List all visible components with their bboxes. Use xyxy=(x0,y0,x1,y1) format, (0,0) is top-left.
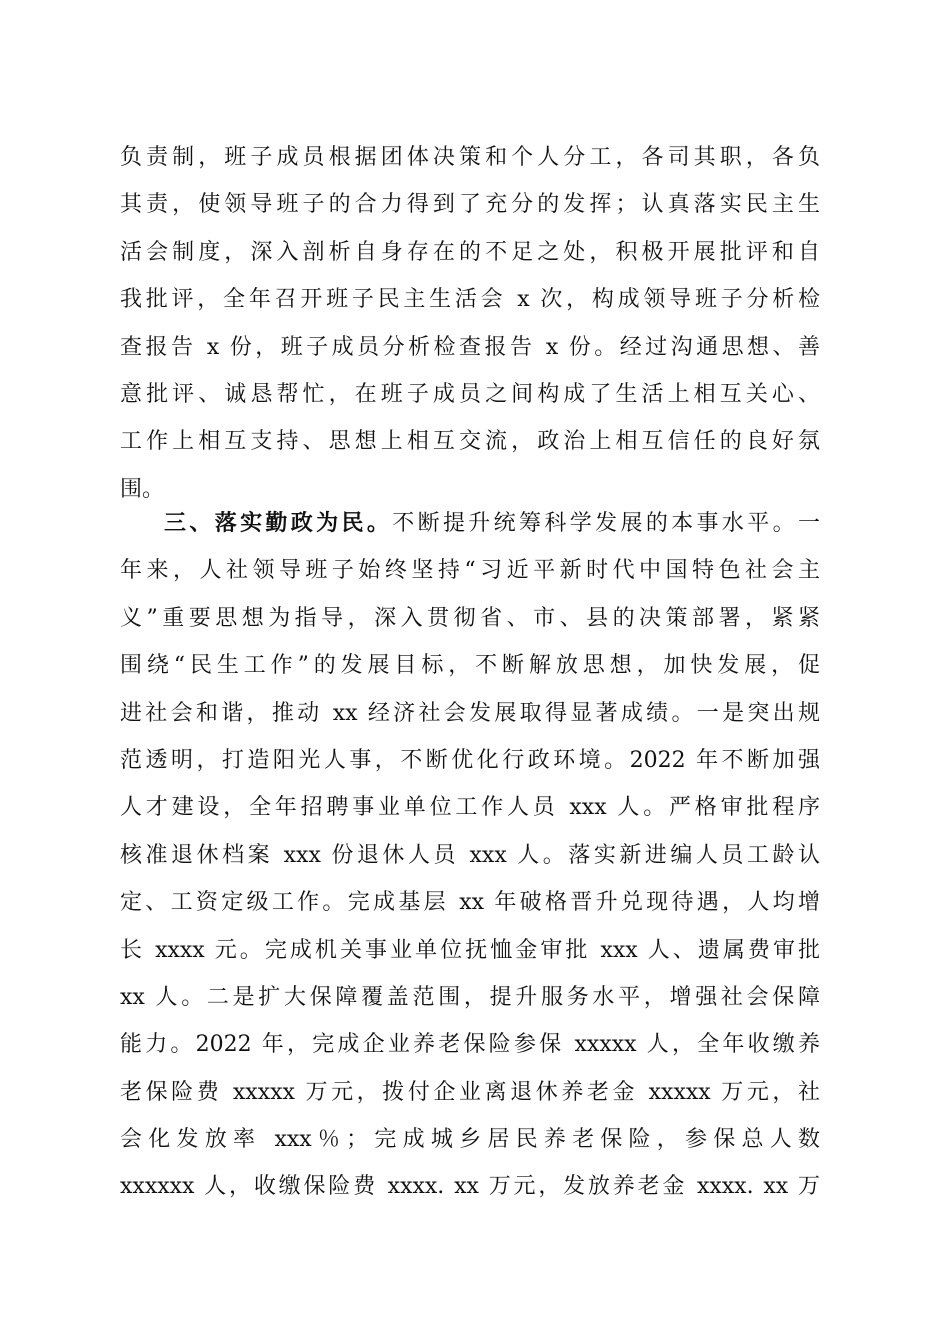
paragraph-2-line: xx 人。二是扩大保障覆盖范围，提升服务水平，增强社会保障 xyxy=(120,984,820,1010)
paragraph-1-line: 意批评、诚恳帮忙，在班子成员之间构成了生活上相互关心、 xyxy=(120,381,820,407)
paragraph-2-line: 进社会和谐，推动 xx 经济社会发展取得显著成绩。一是突出规 xyxy=(120,700,820,726)
paragraph-2-line: 义”重要思想为指导，深入贯彻省、市、县的决策部署，紧紧 xyxy=(120,605,820,631)
paragraph-2-line: xxxxxx 人，收缴保险费 xxxx. xx 万元，发放养老金 xxxx. xx 万 xyxy=(120,1174,820,1200)
paragraph-2-line: 范透明，打造阳光人事，不断优化行政环境。2022 年不断加强 xyxy=(120,747,820,773)
paragraph-1-line: 其责，使领导班子的合力得到了充分的发挥；认真落实民主生 xyxy=(120,192,820,218)
paragraph-2-line: 老保险费 xxxxx 万元，拨付企业离退休养老金 xxxxx 万元，社 xyxy=(120,1079,820,1105)
paragraph-2-first-line xyxy=(120,500,820,547)
paragraph-1-line: 活会制度，深入剖析自身存在的不足之处，积极开展批评和自 xyxy=(120,239,820,265)
paragraph-2-line: 会化发放率 xxx％；完成城乡居民养老保险，参保总人数 xyxy=(120,1127,820,1153)
paragraph-1-line: 查报告 x 份，班子成员分析检查报告 x 份。经过沟通思想、善 xyxy=(120,334,820,360)
paragraph-2-line: 能力。2022 年，完成企业养老保险参保 xxxxx 人，全年收缴养 xyxy=(120,1032,820,1058)
paragraph-2-first-line-text: 不断提升统筹科学发展的本事水平。一 xyxy=(392,511,820,536)
paragraph-2 xyxy=(120,500,820,1211)
paragraph-1-line: 我批评，全年召开班子民主生活会 x 次，构成领导班子分析检 xyxy=(120,287,820,313)
paragraph-2-line: 定、工资定级工作。完成基层 xx 年破格晋升兑现待遇，人均增 xyxy=(120,890,820,916)
paragraph-2-line: 年来，人社领导班子始终坚持“习近平新时代中国特色社会主 xyxy=(120,558,820,584)
paragraph-2-line: 人才建设，全年招聘事业单位工作人员 xxx 人。严格审批程序 xyxy=(120,795,820,821)
paragraph-1-line: 工作上相互支持、思想上相互交流，政治上相互信任的良好氛 xyxy=(120,429,820,455)
paragraph-2-line: 长 xxxx 元。完成机关事业单位抚恤金审批 xxx 人、遗属费审批 xyxy=(120,937,820,963)
paragraph-1 xyxy=(120,134,820,513)
paragraph-2-line: 围绕“民生工作”的发展目标，不断解放思想，加快发展，促 xyxy=(120,653,820,679)
section-heading: 三、落实勤政为民。 xyxy=(164,510,393,536)
paragraph-1-line: 负责制，班子成员根据团体决策和个人分工，各司其职，各负 xyxy=(120,145,820,170)
paragraph-2-line: 核准退休档案 xxx 份退休人员 xxx 人。落实新进编人员工龄认 xyxy=(120,842,820,868)
paragraph-1-line: 围。 xyxy=(120,476,165,502)
